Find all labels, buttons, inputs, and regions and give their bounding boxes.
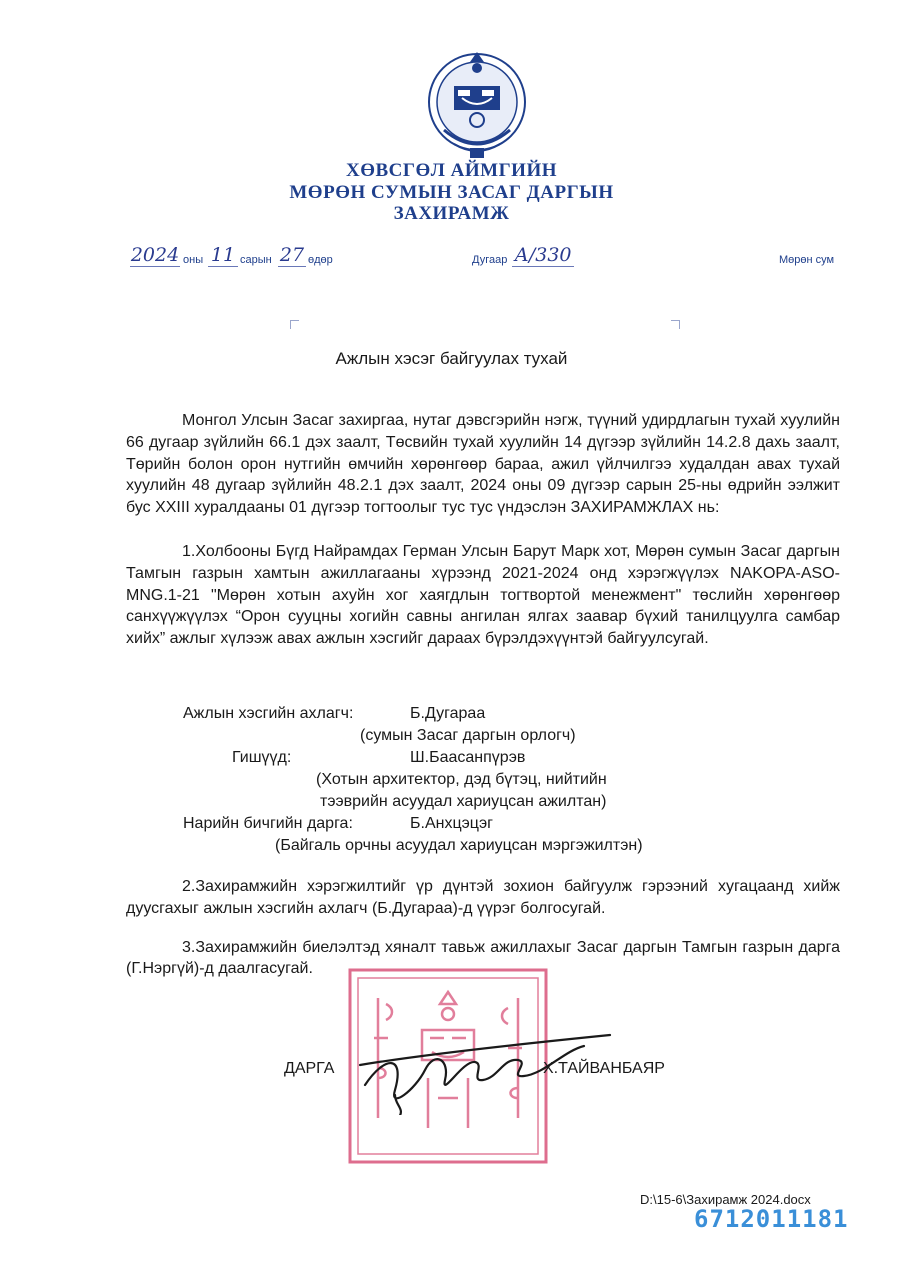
date-year: 2024 [130, 244, 180, 266]
signatory-title: ДАРГА [284, 1060, 335, 1077]
leader-label: Ажлын хэсгийн ахлагч: [183, 705, 354, 722]
corner-mark-right [671, 320, 680, 329]
file-path: D:\15-6\Захирамж 2024.docx [640, 1192, 811, 1207]
date-year-label: оны [183, 254, 204, 266]
leader-name: Б.Дугараа [410, 705, 486, 722]
signatory-name: Х.ТАЙВАНБАЯР [543, 1060, 665, 1077]
corner-mark-left [290, 320, 299, 329]
header-line-3: ЗАХИРАМЖ [393, 203, 510, 224]
number-label: Дугаар [472, 254, 508, 266]
date-month: 11 [208, 244, 238, 267]
item-3-paragraph: 3.Захирамжийн биелэлтэд хяналт тавьж ажиллахыг Засаг даргын Тамгын газрын дарга (Г.Нэргүй)-д даалгасугай. [126, 938, 840, 978]
secretary-label: Нарийн бичгийн дарга: [183, 815, 353, 832]
date-line [130, 244, 850, 272]
document-body [126, 410, 840, 650]
date-day: 27 [279, 244, 305, 266]
item-2-paragraph: 2.Захирамжийн хэрэгжилтийг үр дүнтэй зохион байгуулж гэрээний хугацаанд хийж дуусгахыг ажлын хэсгийн ахлагч (Б.Дугараа)-д үүрэг болгосугай. [126, 878, 840, 917]
header-line-1: ХӨВСГӨЛ АЙМГИЙН [345, 160, 558, 181]
member-role-line-2: тээврийн асуудал хариуцсан ажилтан) [320, 793, 607, 810]
member-role-line-1: (Хотын архитектор, дэд бүтэц, нийтийн [316, 771, 607, 788]
secretary-name: Б.Анхцэцэг [410, 815, 493, 832]
closing-items [126, 876, 840, 980]
date-month-label: сарын [240, 254, 272, 266]
registration-serial: 6712011181 [694, 1205, 849, 1233]
state-emblem-icon [424, 44, 530, 162]
members-label: Гишүүд: [232, 749, 292, 766]
item-1-paragraph: 1.Холбооны Бүгд Найрамдах Герман Улсын Барут Марк хот, Мөрөн сумын Засаг даргын Тамгын газрын хамтын ажиллагааны хүрээнд 2021-2024 онд хэрэгжүүлэх NAKOPA-ASO-MNG.1-21 "Мөрөн хотын ахуйн хог хаягдлын тогтвортой менежмент" төслийн хөрөнгөөр санхүүжүүлэх “Орон сууцны хогийн савны ангилан ялгах заавар бүхий танилцуулга самбар хийх” ажлыг хүлээж авах ажлын хэсгийг дараах бүрэлдэхүүнтэй байгуулсугай. [126, 542, 840, 648]
place-name: Мөрөн сум [779, 254, 835, 266]
intro-paragraph: Монгол Улсын Засаг захиргаа, нутаг дэвсгэрийн нэгж, түүний удирдлагын тухай хуулийн 66 дугаар зүйлийн 66.1 дэх заалт, Төсвийн тухай хуулийн 14 дүгээр зүйлийн 14.2.8 дахь заалт, Төрийн болон орон нутгийн өмчийн хөрөнгөөр бараа, ажил үйлчилгээ худалдан авах тухай хуулийн 48 дугаар зүйлийн 48.2.1 дэх заалт, 2024 оны 09 дүгээр сарын 25-ны өдрийн ээлжит бус XXIII хуралдааны 01 дүгээр тогтоолыг тус тус үндэслэн ЗАХИРАМЖЛАХ нь: [126, 412, 840, 517]
date-day-label: өдөр [308, 254, 333, 266]
secretary-role: (Байгаль орчны асуудал хариуцсан мэргэжилтэн) [275, 837, 643, 854]
document-number: А/330 [512, 244, 574, 267]
leader-role: (сумын Засаг даргын орлогч) [360, 727, 576, 744]
header-line-2: МӨРӨН СУМЫН ЗАСАГ ДАРГЫН [289, 182, 614, 203]
composition-list [0, 705, 903, 855]
document-title: Ажлын хэсэг байгуулах тухай [335, 349, 568, 368]
member-name: Ш.Баасанпүрэв [410, 749, 526, 766]
